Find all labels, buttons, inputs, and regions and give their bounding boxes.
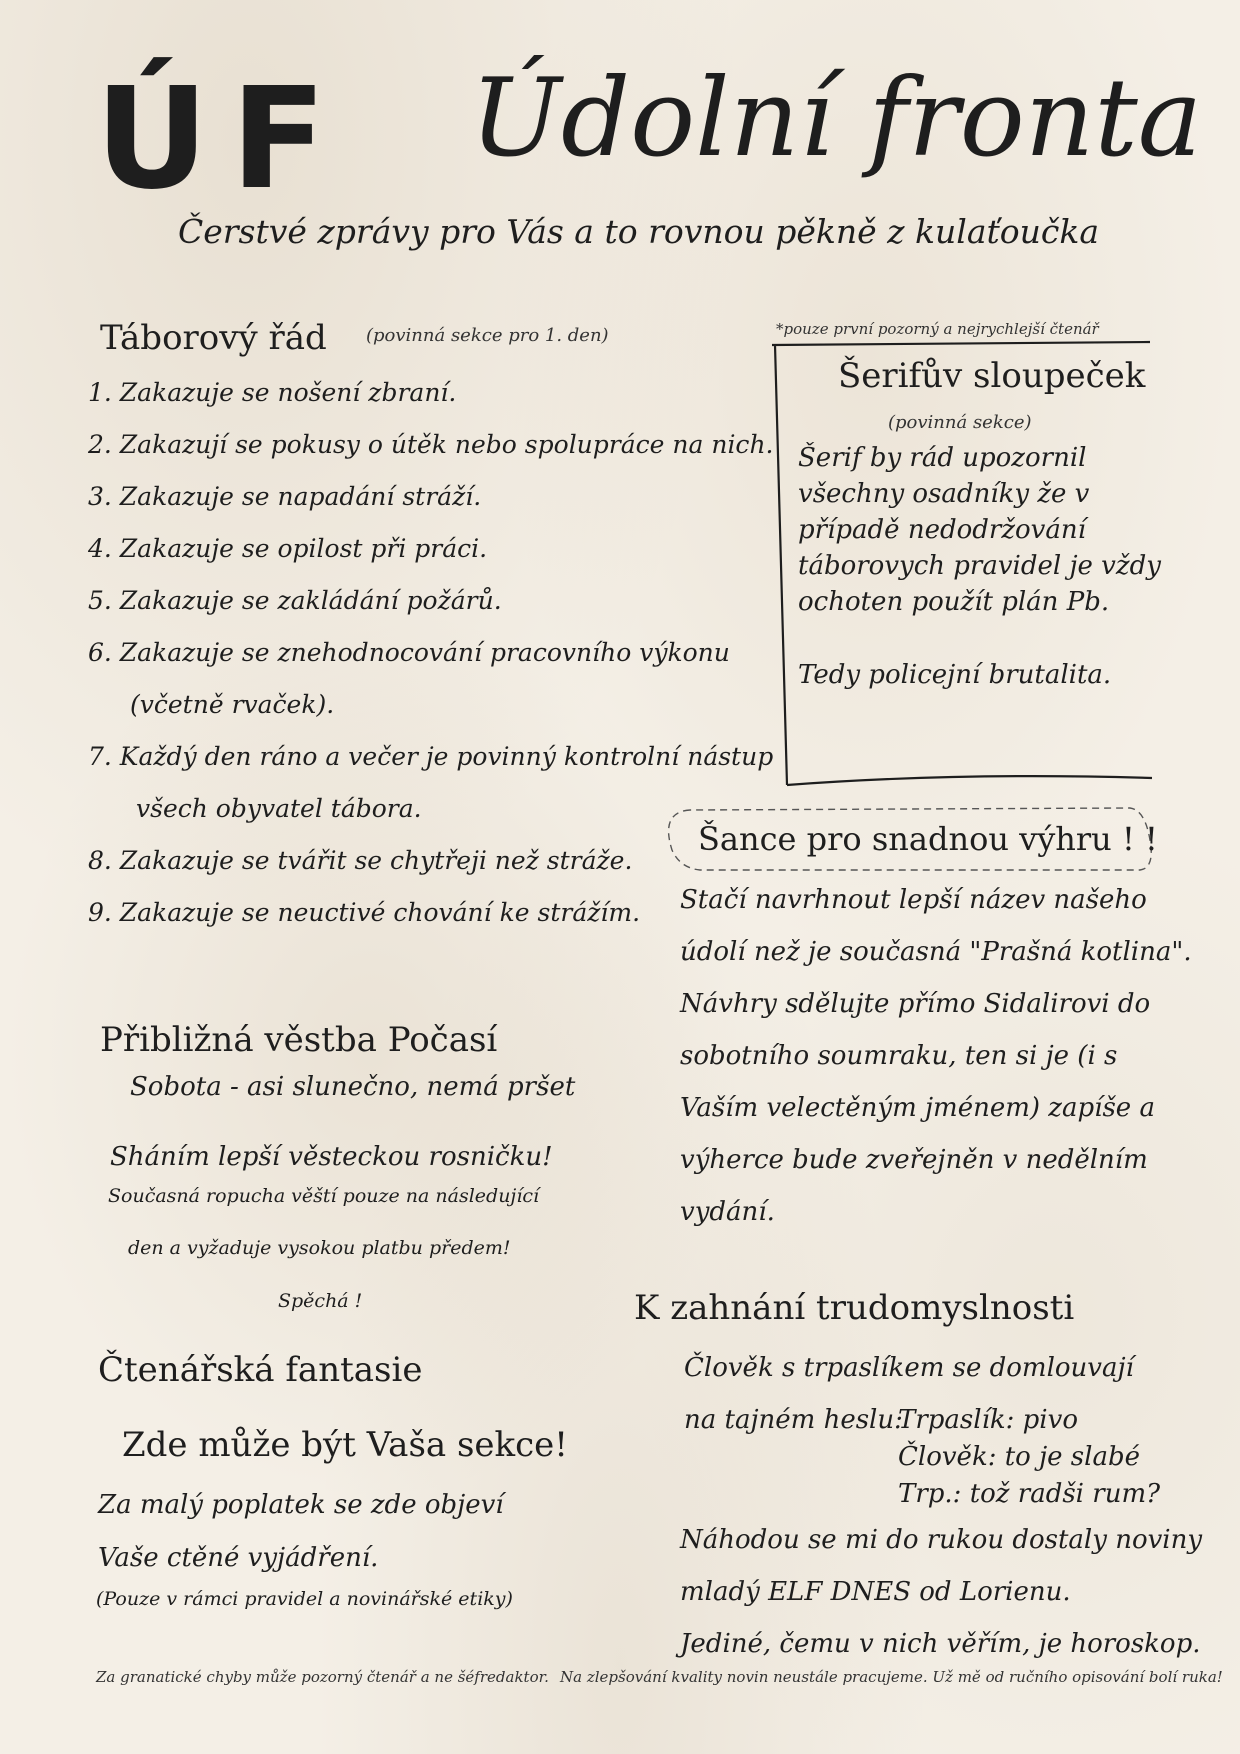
readers-line: Za malý poplatek se zde objeví bbox=[98, 1490, 504, 1520]
contest-heading: Šance pro snadnou výhru ! ! bbox=[698, 820, 1158, 858]
humor-line: Trp.: tož radši rum? bbox=[898, 1479, 1161, 1509]
weather-ad-title: Sháním lepší věsteckou rosničku! bbox=[110, 1142, 553, 1172]
sheriff-heading: Šerifův sloupeček bbox=[838, 356, 1146, 396]
rule-item-continued: všech obyvatel tábora. bbox=[136, 794, 422, 823]
rule-item-continued: (včetně rvaček). bbox=[130, 690, 335, 719]
humor-line: mladý ELF DNES od Lorienu. bbox=[680, 1577, 1071, 1607]
weather-ad-line: Současná ropucha věští pouze na následující bbox=[108, 1185, 540, 1207]
rule-item: 3. Zakazuje se napadání stráží. bbox=[88, 482, 482, 511]
humor-line: na tajném heslu: bbox=[684, 1405, 903, 1435]
rule-item: 9. Zakazuje se neuctivé chování ke strážím. bbox=[88, 898, 641, 927]
rule-item: 4. Zakazuje se opilost při práci. bbox=[88, 534, 488, 563]
humor-line: Člověk s trpaslíkem se domlouvají bbox=[684, 1353, 1134, 1383]
sheriff-line: ochoten použít plán Pb. bbox=[798, 587, 1110, 617]
footer-right: Na zlepšování kvality novin neustále pracujeme. Už mě od ručního opisování bolí ruka! bbox=[560, 1668, 1223, 1686]
humor-line: Náhodou se mi do rukou dostaly noviny bbox=[680, 1525, 1203, 1555]
weather-heading: Přibližná věstba Počasí bbox=[100, 1020, 498, 1060]
contest-line: vydání. bbox=[680, 1197, 775, 1227]
humor-line: Jediné, čemu v nich věřím, je horoskop. bbox=[680, 1629, 1201, 1659]
sheriff-line: Šerif by rád upozornil bbox=[798, 443, 1087, 473]
rule-item: 6. Zakazuje se znehodnocování pracovního výkonu bbox=[88, 638, 730, 667]
masthead-subtitle: Čerstvé zprávy pro Vás a to rovnou pěkně z kulaťoučka bbox=[178, 212, 1100, 251]
rules-note: (povinná sekce pro 1. den) bbox=[366, 325, 609, 346]
rules-heading: Táborový řád bbox=[100, 318, 327, 358]
weather-ad-line: Spěchá ! bbox=[278, 1290, 363, 1312]
sheriff-line: všechny osadníky že v bbox=[798, 479, 1090, 509]
readers-line: Vaše ctěné vyjádření. bbox=[98, 1543, 379, 1573]
rule-item: 8. Zakazuje se tvářit se chytřeji než stráže. bbox=[88, 846, 633, 875]
rule-item: 5. Zakazuje se zakládání požárů. bbox=[88, 586, 502, 615]
weather-forecast: Sobota - asi slunečno, nemá pršet bbox=[130, 1072, 576, 1102]
humor-line: Člověk: to je slabé bbox=[898, 1442, 1140, 1472]
sheriff-note: (povinná sekce) bbox=[888, 412, 1032, 433]
contest-line: údolí než je současná "Prašná kotlina". bbox=[680, 937, 1192, 967]
humor-heading: K zahnání trudomyslnosti bbox=[634, 1288, 1075, 1328]
contest-line: Návhry sdělujte přímo Sidalirovi do bbox=[680, 989, 1151, 1019]
contest-line: Stačí navrhnout lepší název našeho bbox=[680, 885, 1147, 915]
footer-left: Za granatické chyby může pozorný čtenář a ne šéfredaktor. bbox=[96, 1668, 549, 1686]
rule-item: 2. Zakazují se pokusy o útěk nebo spolupráce na nich. bbox=[88, 430, 774, 459]
sheriff-line: Tedy policejní brutalita. bbox=[798, 660, 1112, 690]
rule-item: 1. Zakazuje se nošení zbraní. bbox=[88, 378, 457, 407]
rule-item: 7. Každý den ráno a večer je povinný kontrolní nástup bbox=[88, 742, 774, 771]
masthead-title: Údolní fronta bbox=[470, 56, 1203, 181]
weather-ad-line: den a vyžaduje vysokou platbu předem! bbox=[128, 1237, 511, 1259]
contest-line: sobotního soumraku, ten si je (i s bbox=[680, 1041, 1118, 1071]
humor-line: Trpaslík: pivo bbox=[898, 1405, 1078, 1435]
masthead-logo: ÚF bbox=[95, 58, 349, 221]
sheriff-line: případě nedodržování bbox=[798, 515, 1086, 545]
readers-heading: Čtenářská fantasie bbox=[98, 1350, 423, 1390]
readers-line: (Pouze v rámci pravidel a novinářské etiky) bbox=[96, 1588, 513, 1610]
readers-subheading: Zde může být Vaša sekce! bbox=[122, 1425, 568, 1465]
sheriff-line: táborovych pravidel je vždy bbox=[798, 551, 1161, 581]
sheriff-footnote: *pouze první pozorný a nejrychlejší čtenář bbox=[776, 320, 1099, 338]
contest-line: Vaším velectěným jménem) zapíše a bbox=[680, 1093, 1155, 1123]
contest-line: výherce bude zveřejněn v nedělním bbox=[680, 1145, 1148, 1175]
